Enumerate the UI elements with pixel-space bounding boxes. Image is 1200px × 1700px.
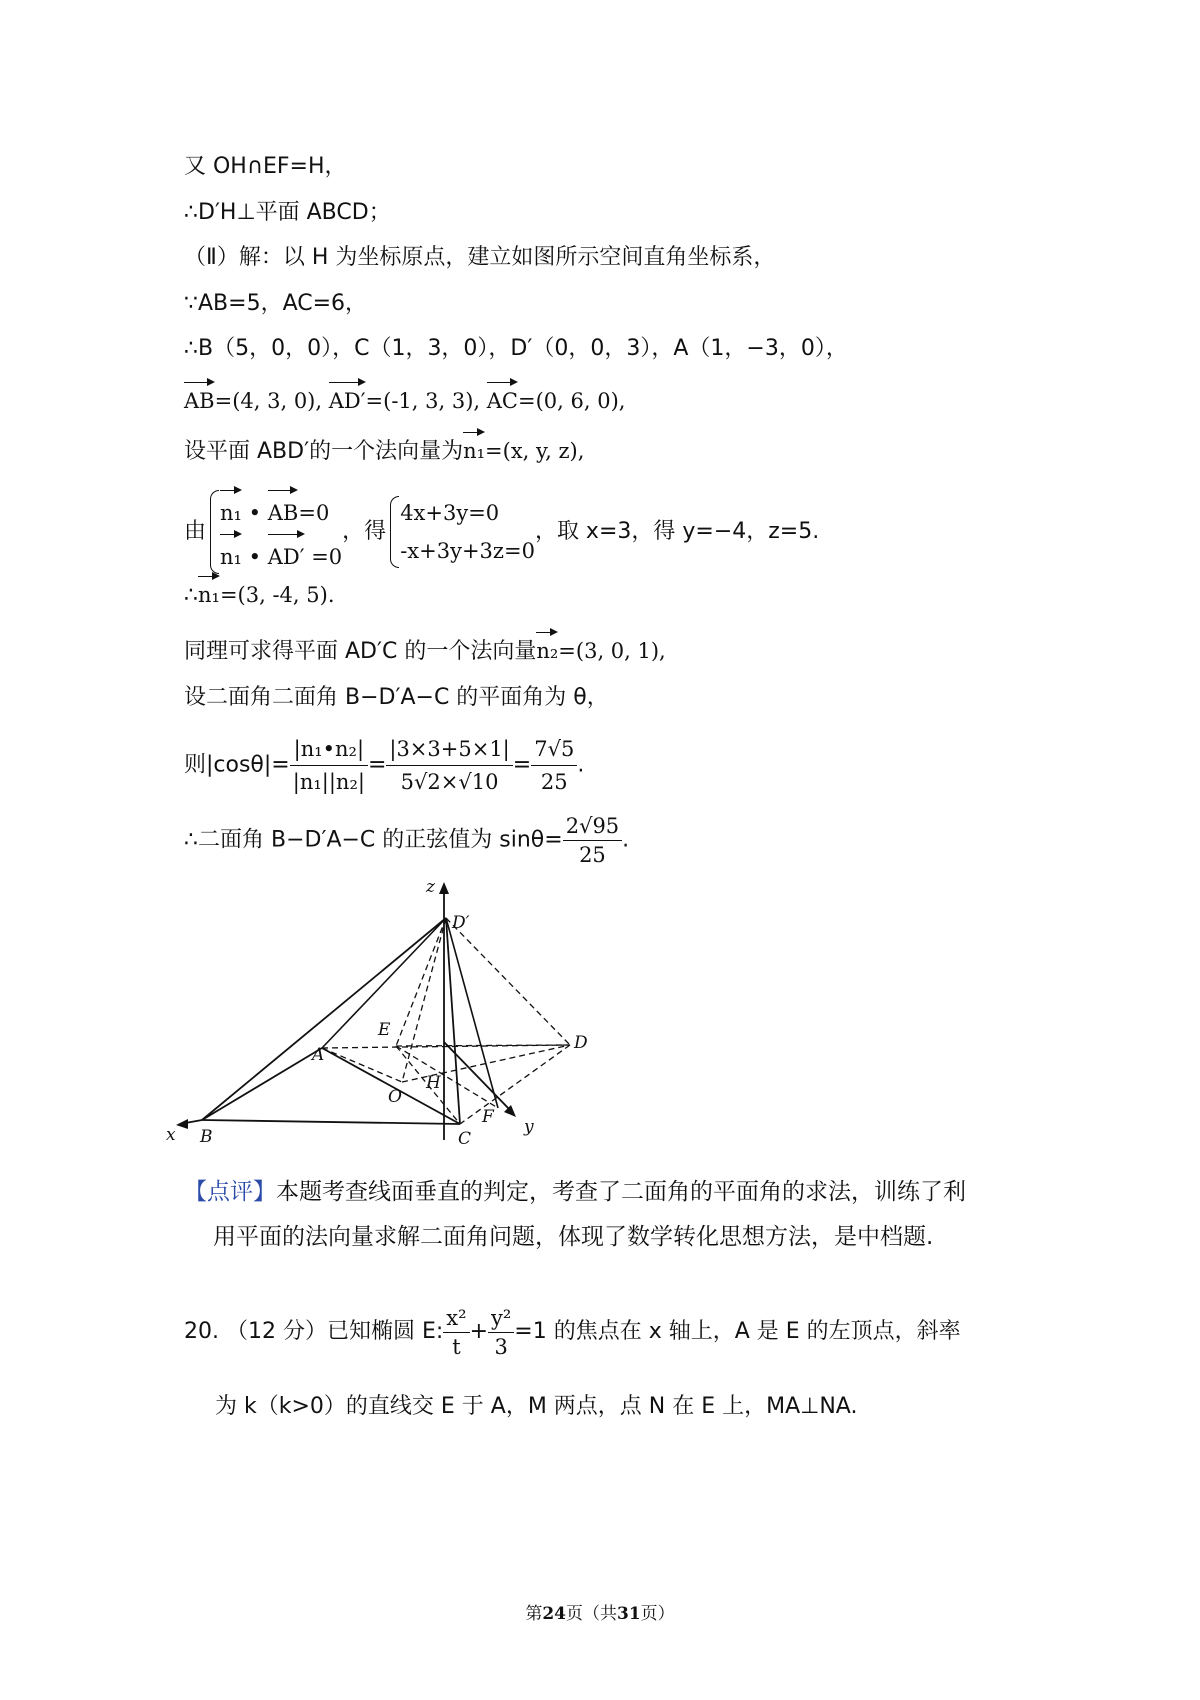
text: 同理可求得平面 AD′C 的一个法向量	[184, 639, 537, 664]
normal2-line	[184, 630, 666, 667]
label-e: E	[378, 1020, 391, 1040]
normal-vector-line	[184, 430, 584, 467]
equation: 4x+3y=0	[400, 501, 500, 525]
hidden-edges	[322, 918, 570, 1124]
remark-text: 本题考查线面垂直的判定，考查了二面角的平面角的求法，训练了利	[276, 1179, 966, 1205]
fraction	[443, 1304, 469, 1361]
text-line: （Ⅱ）解：以 H 为坐标原点，建立如图所示空间直角坐标系，	[184, 245, 776, 270]
vector-n1: n₁	[220, 488, 242, 532]
fraction	[563, 812, 622, 869]
text: .	[577, 752, 585, 778]
numerator: |n₁•n₂|	[290, 733, 368, 766]
problem-number: 20.	[184, 1319, 219, 1344]
denominator: 3	[494, 1334, 508, 1359]
system-brace-2	[386, 494, 535, 570]
equation: -x+3y+3z=0	[400, 539, 535, 563]
total-pages: 31	[617, 1604, 641, 1624]
fraction	[531, 733, 577, 798]
edge-dpf	[446, 918, 498, 1108]
label-h: H	[426, 1073, 441, 1093]
vector-ab: AB	[268, 488, 299, 532]
vector-n1: n₁	[220, 532, 242, 576]
vector-n1: n₁	[198, 574, 220, 610]
label-o: O	[388, 1087, 402, 1107]
problem-20-line-2: 为 k（k>0）的直线交 E 于 A，M 两点，点 N 在 E 上，MA⊥NA.	[215, 1394, 858, 1419]
y-axis	[444, 1042, 510, 1110]
vector-value: =(x, y, z),	[485, 439, 585, 463]
label-c: C	[458, 1129, 472, 1149]
plus: +	[469, 1319, 488, 1344]
fraction	[290, 733, 368, 798]
text: ，取 x=3，得 y=−4，z=5.	[534, 519, 820, 544]
denominator: 25	[579, 843, 606, 867]
numerator: y²	[488, 1304, 514, 1333]
text-line: 又 OH∩EF=H，	[184, 154, 347, 179]
problem-20-line-1	[184, 1302, 961, 1362]
remark-line-1	[184, 1177, 966, 1207]
vector-adp: AD′	[329, 380, 366, 416]
denominator: |n₁||n₂|	[292, 770, 365, 794]
vector-ac: AC	[487, 380, 518, 416]
text: 则|cosθ|=	[184, 752, 290, 778]
text: ∴	[184, 583, 198, 608]
equation-system-line	[184, 488, 819, 576]
numerator: x²	[443, 1304, 469, 1333]
dot: •	[248, 545, 262, 569]
cos-line	[184, 733, 584, 798]
label-f: F	[482, 1107, 494, 1127]
text-line: ∵AB=5，AC=6，	[184, 291, 368, 316]
edge-dpc	[446, 918, 460, 1124]
dot: •	[248, 501, 262, 525]
vector-line	[184, 380, 625, 416]
text: 由	[184, 519, 207, 544]
eq-rhs: =0	[311, 545, 343, 569]
denominator: 25	[540, 770, 568, 794]
vector-n1: n₁	[463, 430, 485, 466]
equals: =	[367, 752, 387, 778]
edge-bdp	[202, 918, 446, 1120]
result-n1-line	[184, 574, 335, 611]
edge-bc	[202, 1120, 460, 1124]
remark-tag: 【点评】	[184, 1179, 276, 1205]
vector-value: =(-1, 3, 3),	[365, 389, 481, 413]
text-line: ∴B（5，0，0），C（1，3，0），D′（0，0，3），A（1，−3，0），	[184, 336, 848, 361]
page-footer	[0, 1599, 1200, 1624]
denominator: 5√2×√10	[400, 770, 499, 794]
x-axis-arrow	[176, 1119, 188, 1129]
vector-ab: AB	[184, 380, 215, 416]
z-axis-arrow	[439, 882, 449, 894]
vector-adp: AD′	[268, 532, 305, 576]
footer-text: 第	[525, 1604, 543, 1624]
text: ，得	[342, 519, 387, 544]
vector-value: =(3, 0, 1),	[558, 639, 666, 663]
footer-text: 页（共	[566, 1604, 617, 1624]
system-brace-1	[206, 488, 342, 576]
fraction	[386, 733, 512, 798]
figure-3d-diagram	[160, 880, 640, 1170]
fraction	[488, 1304, 514, 1361]
label-z: z	[426, 880, 435, 897]
text: =1 的焦点在 x 轴上，A 是 E 的左顶点，斜率	[514, 1319, 961, 1344]
vector-n2: n₂	[536, 630, 558, 666]
page-number: 24	[542, 1604, 566, 1624]
edge-ba	[202, 1048, 322, 1120]
label-x: x	[166, 1125, 176, 1145]
text-line: 设二面角二面角 B−D′A−C 的平面角为 θ，	[184, 685, 609, 710]
numerator: 7√5	[531, 733, 577, 766]
footer-text: 页）	[640, 1604, 675, 1624]
label-a: A	[312, 1045, 325, 1065]
text-line: ∴D′H⊥平面 ABCD；	[184, 200, 391, 225]
vector-value: =(0, 6, 0),	[518, 389, 626, 413]
text: （12 分）已知椭圆 E:	[226, 1319, 444, 1344]
sin-line	[184, 812, 629, 869]
text: ∴二面角 B−D′A−C 的正弦值为 sinθ=	[184, 827, 563, 853]
numerator: |3×3+5×1|	[386, 733, 512, 766]
vector-value: =(4, 3, 0),	[214, 389, 323, 413]
text: 设平面 ABD′的一个法向量为	[184, 439, 464, 464]
equals: =	[512, 752, 532, 778]
label-d: D	[574, 1033, 588, 1053]
text: .	[622, 827, 630, 853]
eq-rhs: =0	[298, 501, 330, 525]
remark-line-2: 用平面的法向量求解二面角问题，体现了数学转化思想方法，是中档题.	[213, 1224, 934, 1250]
label-dprime: D′	[452, 913, 470, 933]
numerator: 2√95	[563, 812, 622, 841]
label-b: B	[200, 1127, 213, 1147]
denominator: t	[452, 1334, 461, 1359]
label-y: y	[524, 1117, 534, 1137]
vector-value: =(3, -4, 5).	[219, 583, 335, 607]
